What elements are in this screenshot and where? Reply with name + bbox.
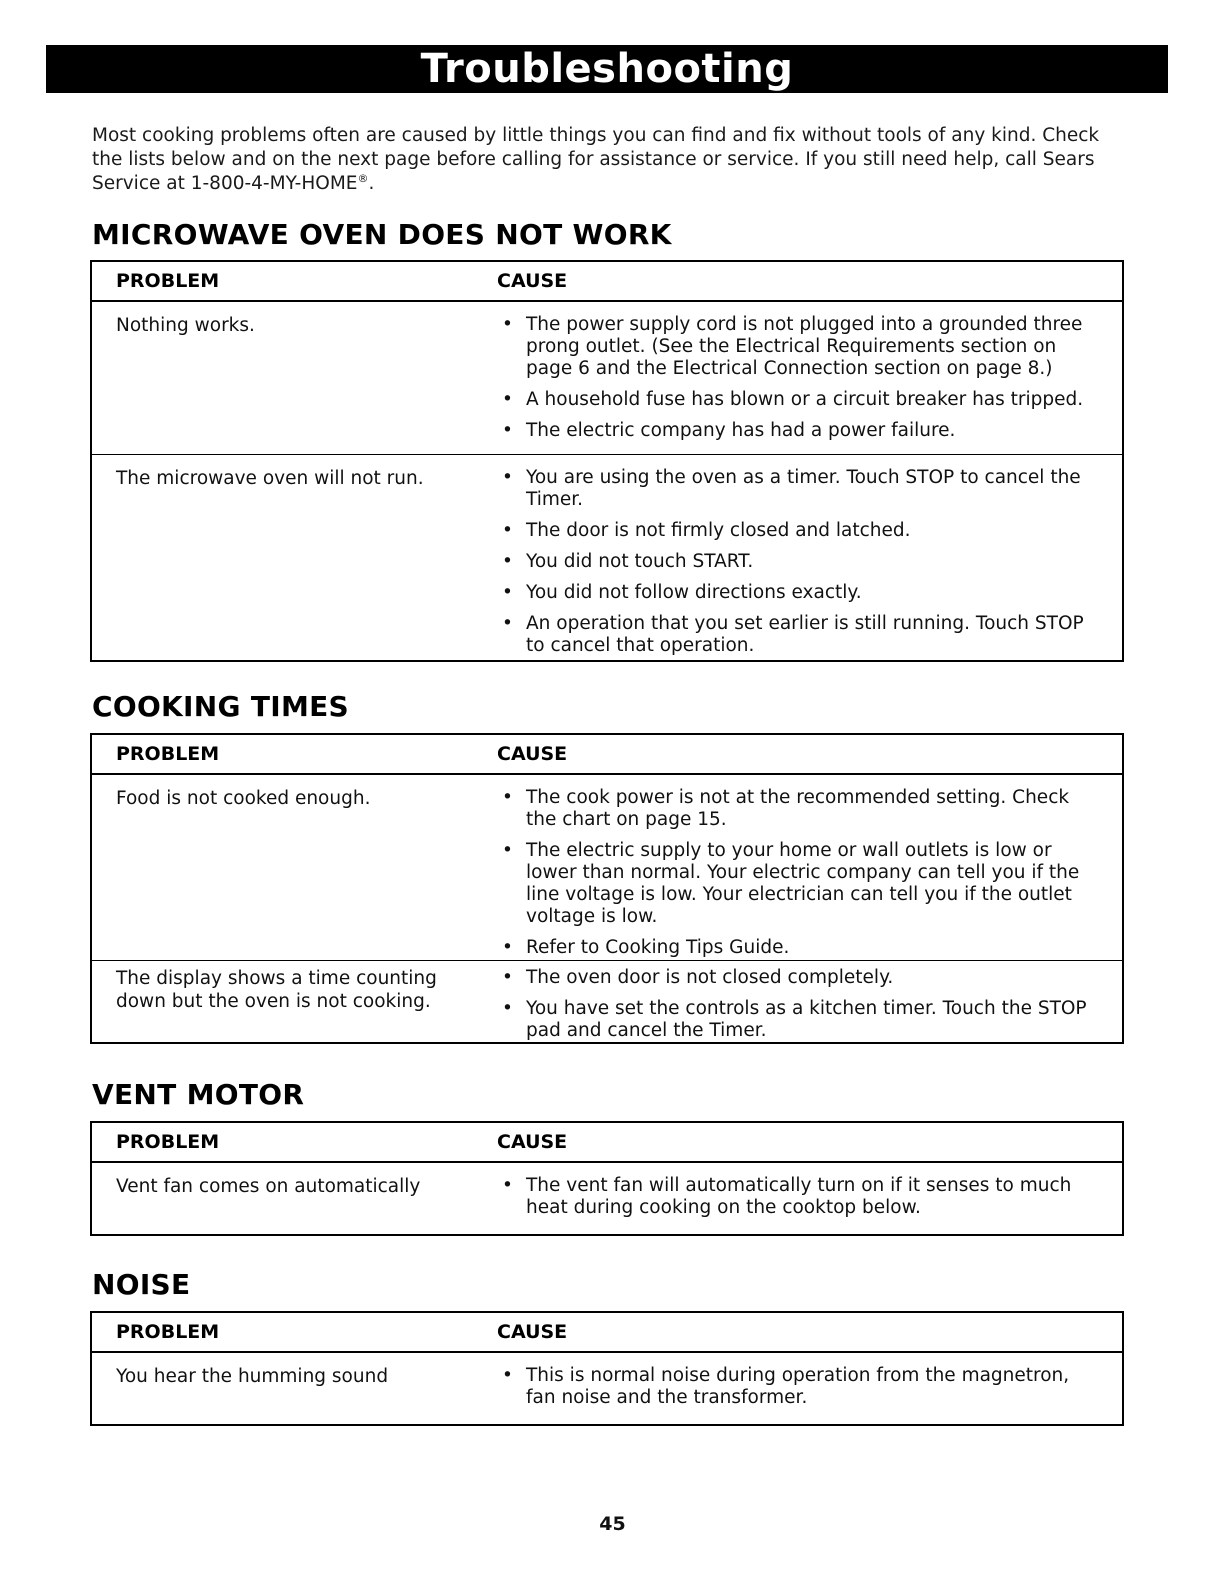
table-row bbox=[92, 1163, 1122, 1234]
bullet-icon: • bbox=[502, 467, 513, 488]
table-cooking-times bbox=[90, 733, 1124, 1044]
cause-item: • An operation that you set earlier is still running. Touch STOP to cancel that operation. bbox=[502, 613, 1084, 656]
registered-mark: ® bbox=[357, 171, 369, 185]
cause-item: • The electric company has had a power failure. bbox=[502, 420, 956, 441]
bullet-icon: • bbox=[502, 551, 513, 572]
cause-item: • The power supply cord is not plugged into a grounded three prong outlet. (See the Electrical Requirements section on page 6 and the Electrical Connection section on page 8.) bbox=[502, 314, 1083, 379]
cause-item: • You did not touch START. bbox=[502, 551, 754, 572]
problem-text: Food is not cooked enough. bbox=[116, 788, 371, 809]
problem-text: You hear the humming sound bbox=[116, 1366, 389, 1387]
bullet-icon: • bbox=[502, 967, 513, 988]
problem-text: Nothing works. bbox=[116, 315, 255, 336]
bullet-icon: • bbox=[502, 420, 513, 441]
bullet-icon: • bbox=[502, 613, 513, 634]
intro-end: . bbox=[368, 173, 375, 194]
bullet-icon: • bbox=[502, 1175, 513, 1196]
cause-list bbox=[502, 455, 1122, 657]
cause-list bbox=[502, 961, 1122, 1042]
page-number: 45 bbox=[599, 1513, 626, 1535]
cause-item: • Refer to Cooking Tips Guide. bbox=[502, 937, 790, 958]
problem-text: The display shows a time counting down but the oven is not cooking. bbox=[116, 968, 437, 1012]
table-vent-motor bbox=[90, 1121, 1124, 1236]
problem-text: The microwave oven will not run. bbox=[116, 468, 424, 489]
cause-list bbox=[502, 302, 1122, 442]
bullet-icon: • bbox=[502, 1365, 513, 1386]
bullet-icon: • bbox=[502, 840, 513, 861]
bullet-icon: • bbox=[502, 314, 513, 335]
table-header bbox=[92, 262, 1122, 302]
section-title-cooking-times: COOKING TIMES bbox=[92, 690, 350, 723]
intro-text: Most cooking problems often are caused by little things you can find and fix without tools of any kind. Check the lists below and on the next page before calling for assistance or service. If you still need help, call Sears Service at 1-800-4-MY-HOME bbox=[92, 125, 1100, 194]
page-banner-title: Troubleshooting bbox=[46, 45, 1168, 93]
cause-item: • A household fuse has blown or a circuit breaker has tripped. bbox=[502, 389, 1084, 410]
header-cause: CAUSE bbox=[497, 743, 568, 765]
header-cause: CAUSE bbox=[497, 270, 568, 292]
table-header bbox=[92, 1313, 1122, 1353]
cause-item: • The oven door is not closed completely. bbox=[502, 967, 894, 988]
cause-item: • The cook power is not at the recommended setting. Check the chart on page 15. bbox=[502, 787, 1070, 830]
cause-item: • You are using the oven as a timer. Touch STOP to cancel the Timer. bbox=[502, 467, 1081, 510]
cause-list bbox=[502, 775, 1122, 959]
cause-item: • This is normal noise during operation from the magnetron, fan noise and the transformer. bbox=[502, 1365, 1070, 1408]
bullet-icon: • bbox=[502, 787, 513, 808]
cause-list bbox=[502, 1163, 1122, 1219]
header-problem: PROBLEM bbox=[116, 270, 220, 292]
bullet-icon: • bbox=[502, 582, 513, 603]
cause-list bbox=[502, 1353, 1122, 1409]
header-problem: PROBLEM bbox=[116, 1131, 220, 1153]
header-problem: PROBLEM bbox=[116, 743, 220, 765]
table-row bbox=[92, 455, 1122, 660]
table-row bbox=[92, 1353, 1122, 1424]
section-title-vent-motor: VENT MOTOR bbox=[92, 1078, 305, 1111]
table-row bbox=[92, 961, 1122, 1042]
cause-item: • The door is not firmly closed and latched. bbox=[502, 520, 911, 541]
table-header bbox=[92, 1123, 1122, 1163]
bullet-icon: • bbox=[502, 998, 513, 1019]
cause-item: • The vent fan will automatically turn on if it senses to much heat during cooking on the cooktop below. bbox=[502, 1175, 1072, 1218]
bullet-icon: • bbox=[502, 389, 513, 410]
table-row bbox=[92, 302, 1122, 455]
section-title-microwave-oven: MICROWAVE OVEN DOES NOT WORK bbox=[92, 218, 672, 251]
table-header bbox=[92, 735, 1122, 775]
section-title-noise: NOISE bbox=[92, 1268, 191, 1301]
header-cause: CAUSE bbox=[497, 1321, 568, 1343]
cause-item: • You have set the controls as a kitchen timer. Touch the STOP pad and cancel the Timer. bbox=[502, 998, 1087, 1041]
intro-paragraph bbox=[92, 124, 1122, 196]
bullet-icon: • bbox=[502, 937, 513, 958]
problem-text: Vent fan comes on automatically bbox=[116, 1176, 421, 1197]
header-cause: CAUSE bbox=[497, 1131, 568, 1153]
table-row bbox=[92, 775, 1122, 961]
header-problem: PROBLEM bbox=[116, 1321, 220, 1343]
table-noise bbox=[90, 1311, 1124, 1426]
cause-item: • You did not follow directions exactly. bbox=[502, 582, 862, 603]
cause-item: • The electric supply to your home or wall outlets is low or lower than normal. Your electric company can tell you if the line voltage is low. Your electrician can tell you if the outlet voltage is low. bbox=[502, 840, 1080, 927]
table-microwave-oven bbox=[90, 260, 1124, 662]
bullet-icon: • bbox=[502, 520, 513, 541]
